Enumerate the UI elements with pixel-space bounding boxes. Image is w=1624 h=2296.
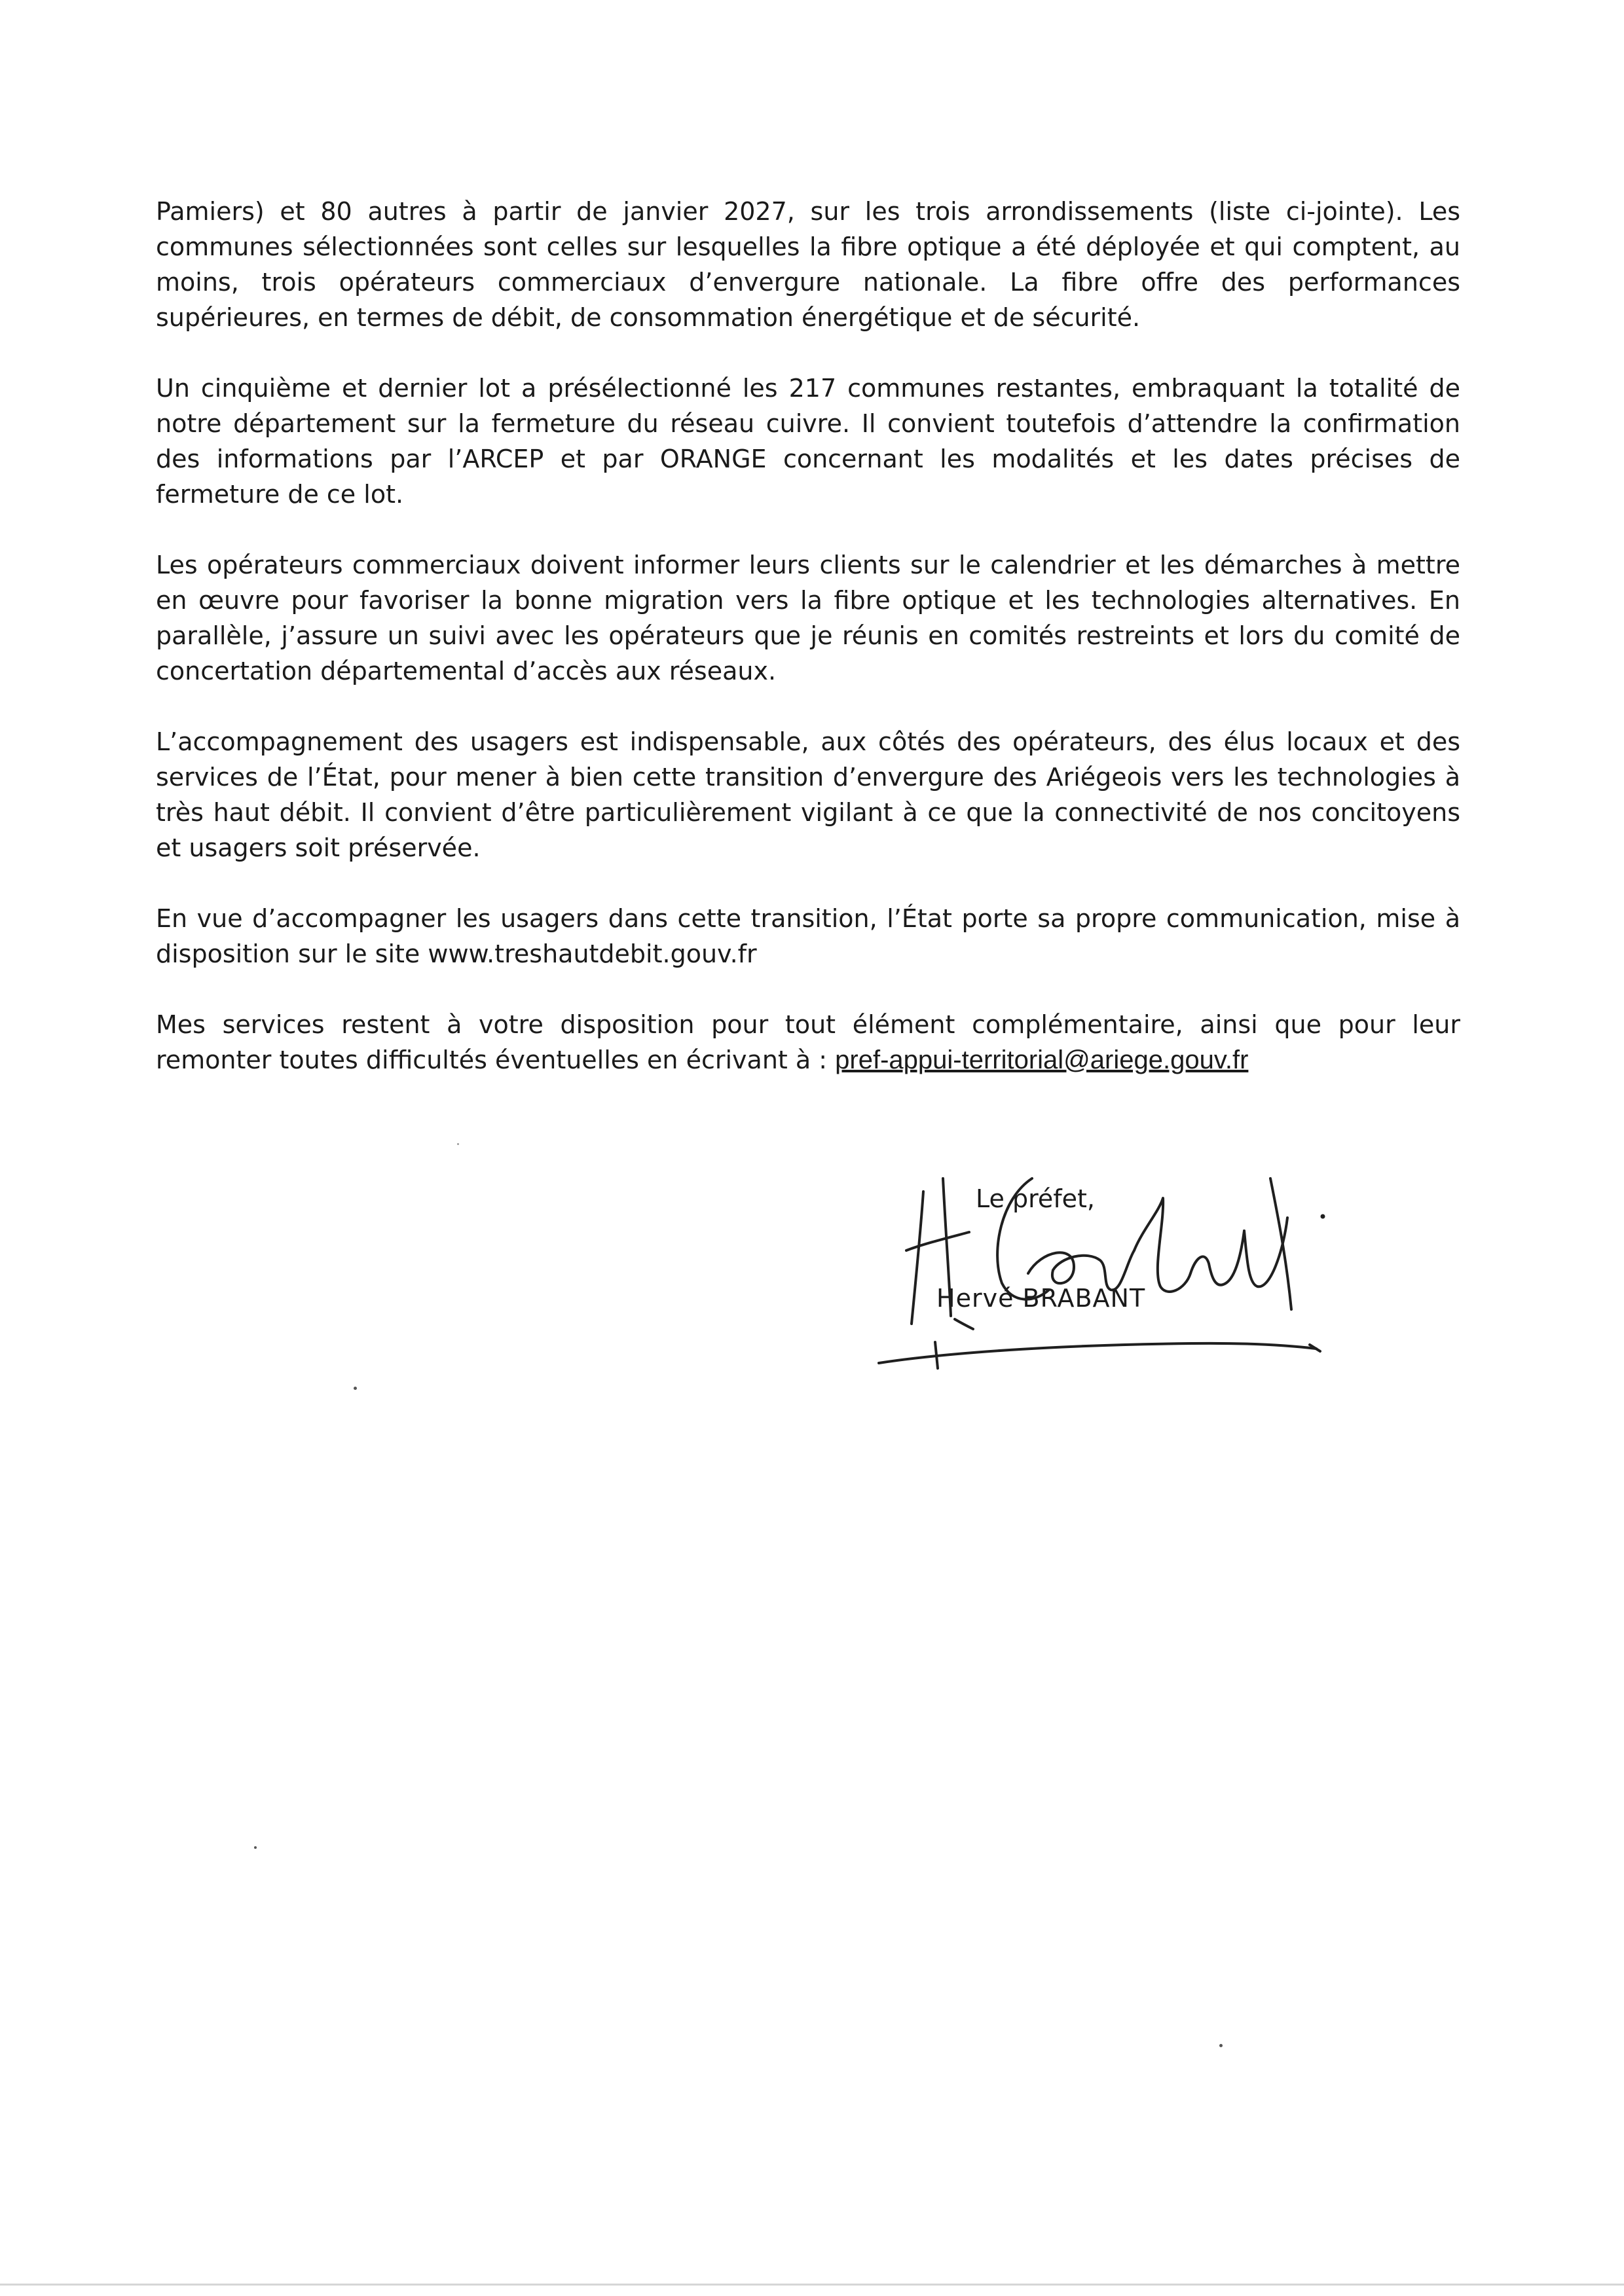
paragraph-operators: Les opérateurs commerciaux doivent informer leurs clients sur le calendrier et les démarches à mettre en œuvre pour favoriser la bonne migration vers la fibre optique et les technologies alternatives. En parallèle, j’assure un suivi avec les opérateurs que je réunis en comités restreints et lors du comité de concertation départemental d’accès aux réseaux. bbox=[156, 551, 1460, 685]
paragraph-fibre-communes: Pamiers) et 80 autres à partir de janvier 2027, sur les trois arrondissements (liste ci-jointe). Les communes sélectionnées sont celles sur lesquelles la fibre optique a été déployée et qui comptent, au moins, trois opérateurs commerciaux d’envergure nationale. La fibre offre des performances supérieures, en termes de débit, de consommation énergétique et de sécurité. bbox=[156, 197, 1460, 332]
scan-speck bbox=[354, 1387, 357, 1390]
scan-speck bbox=[1219, 2044, 1223, 2047]
signatory-title: Le préfet, bbox=[976, 1184, 1095, 1213]
scan-speck bbox=[457, 1143, 459, 1145]
paragraph-user-support: L’accompagnement des usagers est indispensable, aux côtés des opérateurs, des élus locaux et des services de l’État, pour mener à bien cette transition d’envergure des Ariégeois vers les technologies à très haut débit. Il convient d’être particulièrement vigilant à ce que la connectivité de nos concitoyens et usagers soit préservée. bbox=[156, 727, 1460, 862]
signatory-name: Hervé BRABANT bbox=[936, 1284, 1146, 1313]
paragraph-state-communication: En vue d’accompagner les usagers dans cette transition, l’État porte sa propre communication, mise à disposition sur le site www.treshautdebit.gouv.fr bbox=[156, 904, 1460, 968]
scan-speck bbox=[254, 1846, 257, 1849]
paragraph-fifth-lot: Un cinquième et dernier lot a présélectionné les 217 communes restantes, embraquant la totalité de notre département sur la fermeture du réseau cuivre. Il convient toutefois d’attendre la confirmation des informations par l’ARCEP et par ORANGE concernant les modalités et les dates précises de fermeture de ce lot. bbox=[156, 374, 1460, 509]
paragraph-contact bbox=[156, 1007, 1460, 1078]
handwritten-signature bbox=[877, 1152, 1388, 1388]
signature-block bbox=[877, 1152, 1388, 1388]
page-bottom-edge bbox=[0, 2284, 1624, 2286]
contact-email-link[interactable]: pref-appui-territorial@ariege.gouv.fr bbox=[835, 1046, 1249, 1074]
contact-text: Mes services restent à votre disposition pour tout élément complémentaire, ainsi que pour leur remonter toutes difficultés éventuelles en écrivant à : bbox=[156, 1010, 1460, 1074]
letter-body bbox=[156, 194, 1460, 1078]
